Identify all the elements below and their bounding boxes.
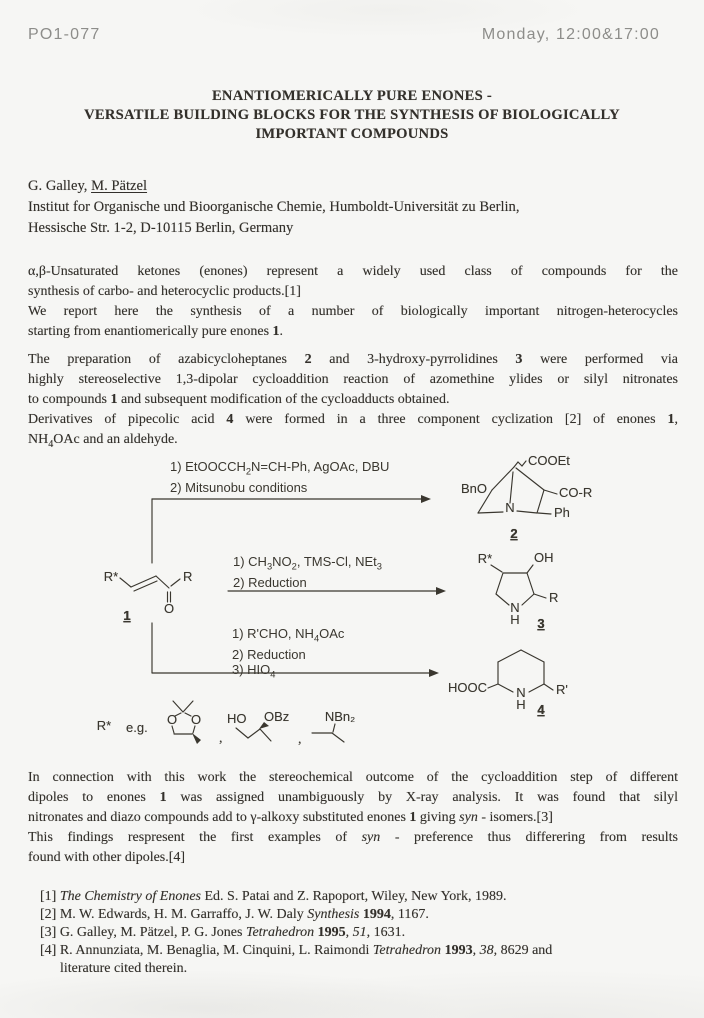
session-time: Monday, 12:00&17:00 (481, 26, 660, 43)
title-line-2: VERSATILE BUILDING BLOCKS FOR THE SYNTHESIS OF BIOLOGICALLY (84, 107, 620, 123)
paragraph-line: to compounds 1 and subsequent modification of the cycloadducts obtained. (28, 392, 450, 407)
compound-3-number: 3 (537, 616, 545, 631)
paragraph-line: This findings respresent the first examples of syn - preference thus differering from results (28, 830, 678, 845)
o-right-label: O (190, 712, 202, 727)
n-label: N (510, 600, 520, 615)
ho-label: HO (227, 711, 247, 726)
condition-line: 1) R'CHO, $NH_4OAc$ (232, 626, 345, 644)
paragraph-line: We report here the synthesis of a number of biologically important nitrogen-heterocycles (28, 304, 678, 319)
authors-affiliation (28, 176, 674, 239)
reference-4: [4] R. Annunziata, M. Benaglia, M. Cinquini, L. Raimondi Tetrahedron 1993, 38, 8629 and (40, 943, 553, 958)
nbn2-label: NBn₂ (324, 709, 356, 724)
affiliation-line-1: Institut for Organische und Bioorganische Chemie, Humboldt-Universität zu Berlin, (28, 199, 520, 215)
compound-1-number: 1 (123, 608, 131, 623)
r-star-label: R* (477, 551, 493, 566)
r-label: R (183, 569, 193, 584)
cooet-label: COOEt (528, 453, 570, 468)
example-nbn2 (312, 709, 355, 742)
paragraph-line: Derivatives of pipecolic acid 4 were formed in a three component cyclization [2] of enones 1, (28, 412, 678, 427)
r-label: R (549, 590, 559, 605)
paper-title (0, 87, 704, 144)
paragraph-line: In connection with this work the stereochemical outcome of the cycloaddition step of different (28, 770, 678, 785)
r-star-label: R* (96, 718, 112, 733)
condition-line: 2) Reduction (233, 574, 307, 590)
paragraph-line: $NH_4OAc$ and an aldehyde. (28, 432, 178, 450)
paragraph-line: found with other dipoles.[4] (28, 850, 186, 865)
example-ho-obz (227, 709, 289, 741)
paragraph-line: synthesis of carbo- and heterocyclic products.[1] (28, 284, 301, 299)
condition-line: 1) $CH_3NO_2$, TMS-Cl, NEt$_3$ (233, 554, 382, 572)
nh-label: H (510, 612, 520, 627)
condition-line: 2) Reduction (232, 646, 306, 662)
comma: , (219, 731, 223, 746)
eg-label: e.g. (126, 720, 148, 735)
title-line-1: ENANTIOMERICALLY PURE ENONES - (211, 88, 493, 104)
condition-line: 3) $HIO_4$ (232, 661, 276, 680)
ph-label: Ph (554, 505, 570, 520)
oh-label: OH (534, 550, 554, 565)
r-prime-label: R' (556, 682, 568, 697)
page-header (0, 26, 704, 44)
hooc-label: HOOC (448, 680, 487, 695)
carbonyl-o-label: O (163, 601, 175, 616)
reaction-conditions-step3 (232, 626, 344, 682)
affiliation-line-2: Hessische Str. 1-2, D-10115 Berlin, Germany (28, 220, 294, 236)
reaction-scheme (0, 445, 704, 770)
reference-1: [1] The Chemistry of Enones Ed. S. Patai and Z. Rapoport, Wiley, New York, 1989. (40, 889, 507, 904)
compound-3-pyrrolidine (478, 550, 559, 631)
comma: , (298, 732, 302, 747)
o-left-label: O (166, 712, 178, 727)
paragraph-line: highly stereoselective 1,3-dipolar cycloaddition reaction of azomethine ylides or silyl nitronates (28, 372, 678, 387)
n-label: N (505, 500, 515, 515)
compound-1-enone (104, 569, 193, 623)
compound-4-number: 4 (537, 702, 545, 717)
paragraph-line: The preparation of azabicycloheptanes 2 and 3-hydroxy-pyrrolidines 3 were performed via (28, 352, 678, 367)
reference-4-continued: literature cited therein. (60, 961, 188, 976)
paragraph-line: starting from enantiomerically pure enones 1. (28, 324, 284, 339)
compound-2-number: 2 (510, 526, 518, 541)
paragraph-line: dipoles to enones 1 was assigned unambiguously by X-ray analysis. It was found that silyl (28, 790, 678, 805)
title-line-3: IMPORTANT COMPOUNDS (255, 126, 449, 142)
paragraph-line: nitronates and diazo compounds add to γ-alkoxy substituted enones 1 giving syn - isomers.[3] (28, 810, 553, 825)
reaction-conditions-step1 (170, 459, 389, 496)
r-star-examples (97, 701, 355, 747)
reference-2: [2] M. W. Edwards, H. M. Garraffo, J. W. Daly Synthesis 1994, 1167. (40, 907, 429, 922)
compound-4-pipecolic-acid (448, 650, 568, 717)
obz-label: OBz (264, 709, 290, 724)
authors-line: G. Galley, M. Pätzel (28, 178, 148, 194)
condition-line: 1) EtOOCCH$_2$N=CH-Ph, AgOAc, DBU (170, 459, 390, 477)
poster-id: PO1-077 (28, 26, 101, 43)
r-star-label: R* (103, 569, 119, 584)
reference-3: [3] G. Galley, M. Pätzel, P. G. Jones Tetrahedron 1995, 51, 1631. (40, 925, 406, 940)
cor-label: CO-R (559, 485, 593, 500)
compound-2-azabicycloheptane (461, 453, 592, 541)
n-label: N (516, 685, 526, 700)
example-dioxolane (167, 701, 201, 744)
paragraph-line: α,β-Unsaturated ketones (enones) represent a widely used class of compounds for the (28, 264, 678, 279)
condition-line: 2) Mitsunobu conditions (170, 479, 308, 495)
reaction-conditions-step2 (233, 554, 382, 591)
nh-label: H (516, 697, 526, 712)
bno-label: BnO (460, 481, 487, 496)
